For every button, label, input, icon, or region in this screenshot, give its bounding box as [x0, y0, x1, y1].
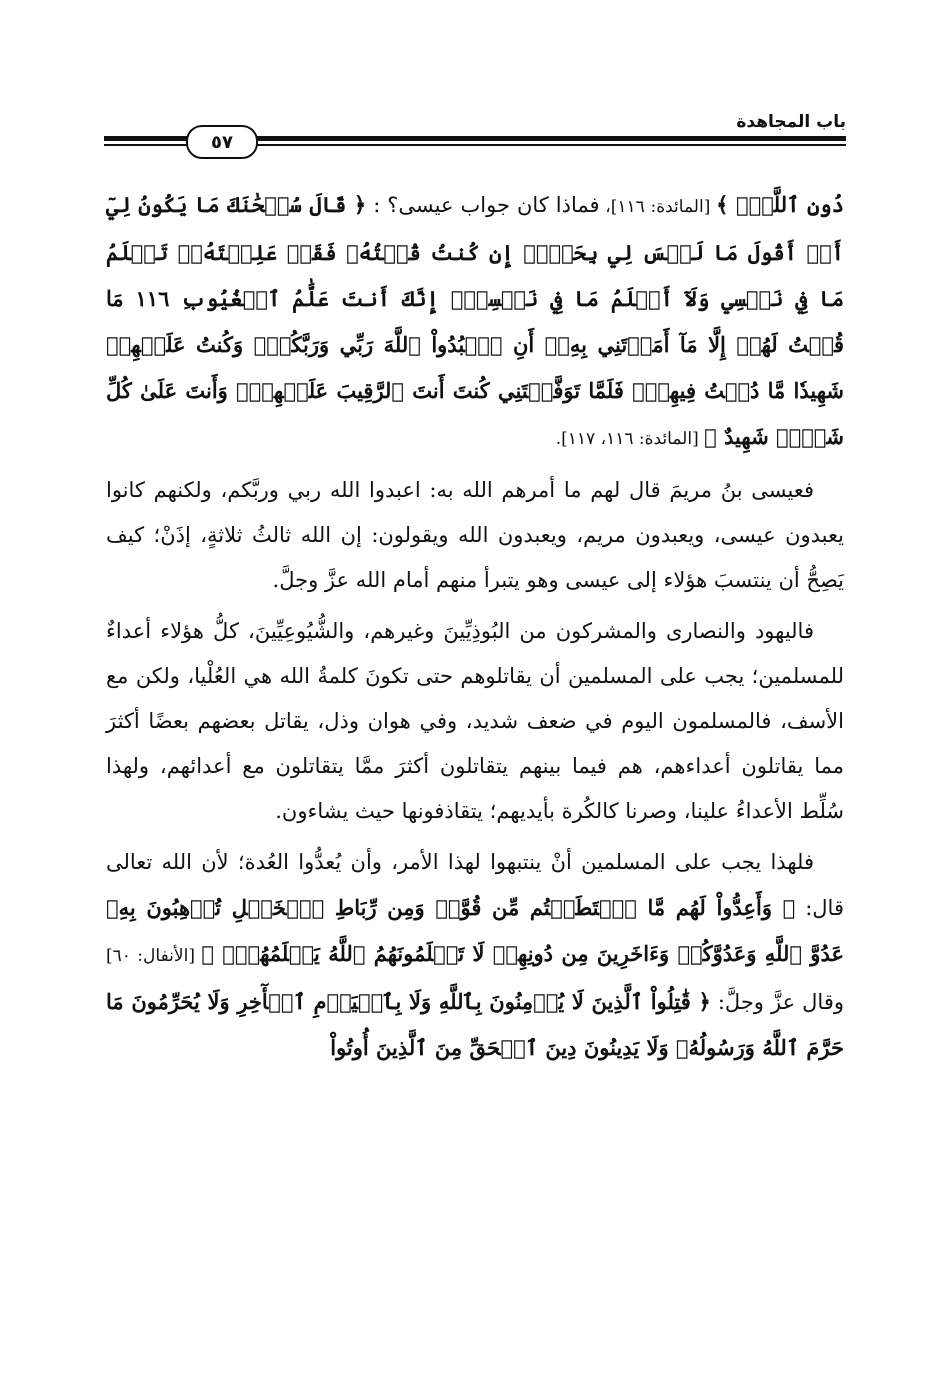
- main-text: [106, 182, 844, 1077]
- body-text: وقال عزَّ وجلَّ:: [710, 990, 844, 1014]
- page-header: [104, 104, 846, 156]
- quran-verse: دُونِ ٱللَّهِۖ ﴾: [716, 192, 844, 217]
- chapter-title: باب المجاهدة: [736, 112, 846, 132]
- page-number: ٥٧: [186, 125, 258, 159]
- verse-reference: [المائدة: ١١٦]،: [599, 197, 717, 217]
- paragraph: [106, 840, 844, 1071]
- paragraph: [106, 182, 844, 462]
- quran-verse: ﴿ قَالَ سُبۡحَٰنَكَ مَا يَكُونُ لِيٓ أَنۡ أَقُولَ مَا لَيۡسَ لِي بِحَقٍّۚ إِن كُنتُ قُلۡتُهُۥ فَقَدۡ عَلِمۡتَهُۥۚ تَعۡلَمُ مَا فِي نَفۡسِي وَلَآ أَعۡلَمُ مَا فِي نَفۡسِكَۚ إِنَّكَ أَنتَ عَلَّٰمُ ٱلۡغُيُوبِ ١١٦ مَا قُلۡتُ لَهُمۡ إِلَّا مَآ أَمَرۡتَنِي بِهِۦٓ أَنِ ٱعۡبُدُواْ ٱللَّهَ رَبِّي وَرَبَّكُمۡۚ وَكُنتُ عَلَيۡهِمۡ شَهِيدٗا مَّا دُمۡتُ فِيهِمۡۖ فَلَمَّا تَوَفَّيۡتَنِي كُنتَ أَنتَ ٱلرَّقِيبَ عَلَيۡهِمۡۚ وَأَنتَ عَلَىٰ كُلِّ شَيۡءٖ شَهِيدٌ ﴾: [106, 192, 844, 449]
- paragraph: [106, 468, 844, 603]
- quran-verse: ﴿ وَأَعِدُّواْ لَهُم مَّا ٱسۡتَطَعۡتُم مِّن قُوَّةٖ وَمِن رِّبَاطِ ٱلۡخَيۡلِ تُرۡهِبُونَ بِهِۦ عَدُوَّ ٱللَّهِ وَعَدُوَّكُمۡ وَءَاخَرِينَ مِن دُونِهِمۡ لَا تَعۡلَمُونَهُمُ ٱللَّهُ يَعۡلَمُهُمۡۚ ﴾: [106, 895, 844, 966]
- verse-reference: [المائدة: ١١٦، ١١٧].: [555, 429, 705, 449]
- body-text: فاليهود والنصارى والمشركون من البُوذِيِّينَ وغيرهم، والشُّيُوعِيِّينَ، كلُّ هؤلاء أعداءٌ للمسلمين؛ يجب على المسلمين أن يقاتلوهم حتى تكونَ كلمةُ الله هي العُلْيا، ولكن مع الأسف، فالمسلمون اليوم في ضعف شديد، وفي هوان وذل، يقاتل بعضهم بعضًا أكثرَ مما يقاتلون أعداءهم، هم فيما بينهم يتقاتلون أكثرَ ممَّا يتقاتلون مع أعدائهم، ولهذا سُلِّط الأعداءُ علينا، وصرنا كالكُرة بأيديهم؛ يتقاذفونها حيث يشاءون.: [106, 619, 844, 823]
- body-text: فماذا كان جواب عيسى؟ :: [366, 193, 600, 217]
- body-text: فعيسى بنُ مريمَ قال لهم ما أمرهم الله به: اعبدوا الله ربي وربَّكم، ولكنهم كانوا يعبدون عيسى، ويعبدون مريم، ويعبدون الله ويقولون: إن الله ثالثُ ثلاثةٍ، إذَنْ؛ كيف يَصِحُّ أن ينتسبَ هؤلاء إلى عيسى وهو يتبرأ منهم أمام الله عزَّ وجلَّ.: [106, 478, 844, 592]
- body-text: فلهذا يجب على المسلمين أنْ ينتبهوا لهذا الأمر، وأن يُعدُّوا العُدة؛ لأن الله تعالى قال:: [106, 850, 844, 920]
- quran-verse: ﴿ قَٰتِلُواْ ٱلَّذِينَ لَا يُؤۡمِنُونَ بِٱللَّهِ وَلَا بِٱلۡيَوۡمِ ٱلۡأٓخِرِ وَلَا يُحَرِّمُونَ مَا حَرَّمَ ٱللَّهُ وَرَسُولُهُۥ وَلَا يَدِينُونَ دِينَ ٱلۡحَقِّ مِنَ ٱلَّذِينَ أُوتُواْ: [106, 989, 844, 1060]
- paragraph: [106, 609, 844, 834]
- verse-reference: [الأنفال: ٦٠]: [106, 946, 202, 966]
